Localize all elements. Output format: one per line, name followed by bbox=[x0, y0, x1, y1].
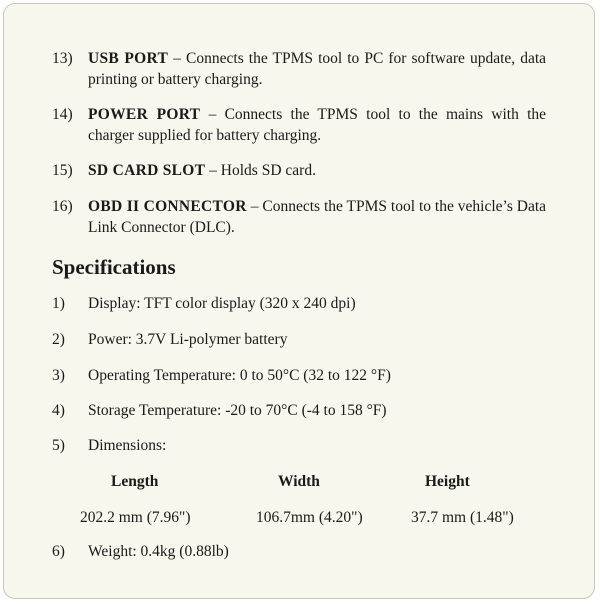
dimension-value-width: 106.7mm (4.20") bbox=[256, 509, 363, 526]
part-number: 15) bbox=[52, 162, 73, 179]
spec-number: 5) bbox=[52, 437, 65, 454]
part-term: POWER PORT bbox=[88, 106, 201, 123]
spec-item-weight bbox=[52, 541, 229, 562]
part-dash: – bbox=[208, 106, 217, 123]
part-dash: – bbox=[250, 198, 259, 215]
dimension-header-length: Length bbox=[111, 473, 159, 490]
part-item-usb-port bbox=[52, 48, 546, 90]
spec-item-operating-temp bbox=[52, 365, 391, 386]
spec-text: Weight: 0.4kg (0.88lb) bbox=[88, 543, 229, 560]
part-dash: – bbox=[173, 50, 181, 67]
spec-number: 2) bbox=[52, 331, 65, 348]
spec-number: 4) bbox=[52, 402, 65, 419]
part-term: OBD II CONNECTOR bbox=[88, 198, 247, 215]
spec-number: 6) bbox=[52, 543, 65, 560]
spec-item-storage-temp bbox=[52, 400, 387, 421]
spec-text: Storage Temperature: -20 to 70°C (-4 to 158 °F) bbox=[88, 402, 387, 419]
spec-item-dimensions bbox=[52, 435, 166, 456]
dimension-header-width: Width bbox=[278, 473, 320, 490]
part-item-power-port bbox=[52, 104, 546, 146]
part-item-obd-connector bbox=[52, 196, 546, 238]
part-description: Connects the TPMS tool to the vehicle’s Data Link Connector (DLC). bbox=[88, 198, 547, 236]
part-term: USB PORT bbox=[88, 50, 169, 67]
spec-text: Dimensions: bbox=[88, 437, 167, 454]
spec-number: 3) bbox=[52, 367, 65, 384]
dimension-value-height: 37.7 mm (1.48") bbox=[411, 509, 514, 526]
dimension-value-length: 202.2 mm (7.96") bbox=[80, 509, 191, 526]
specifications-heading: Specifications bbox=[52, 255, 176, 279]
spec-text: Display: TFT color display (320 x 240 dpi) bbox=[88, 295, 356, 312]
part-term: SD CARD SLOT bbox=[88, 162, 206, 179]
part-number: 16) bbox=[52, 198, 73, 215]
part-item-sd-card-slot bbox=[52, 160, 546, 181]
spec-number: 1) bbox=[52, 295, 65, 312]
part-description: Holds SD card. bbox=[220, 162, 316, 179]
spec-item-display bbox=[52, 293, 356, 314]
spec-text: Power: 3.7V Li-polymer battery bbox=[88, 331, 288, 348]
part-description: Connects the TPMS tool to the mains with the charger supplied for battery charging. bbox=[88, 106, 546, 144]
spec-item-power bbox=[52, 329, 287, 350]
spec-text: Operating Temperature: 0 to 50°C (32 to 122 °F) bbox=[88, 367, 391, 384]
part-description: Connects the TPMS tool to PC for software update, data printing or battery charging. bbox=[88, 50, 547, 88]
part-number: 14) bbox=[52, 106, 73, 123]
part-number: 13) bbox=[52, 50, 73, 67]
dimension-header-height: Height bbox=[425, 473, 470, 490]
part-dash: – bbox=[209, 162, 217, 179]
